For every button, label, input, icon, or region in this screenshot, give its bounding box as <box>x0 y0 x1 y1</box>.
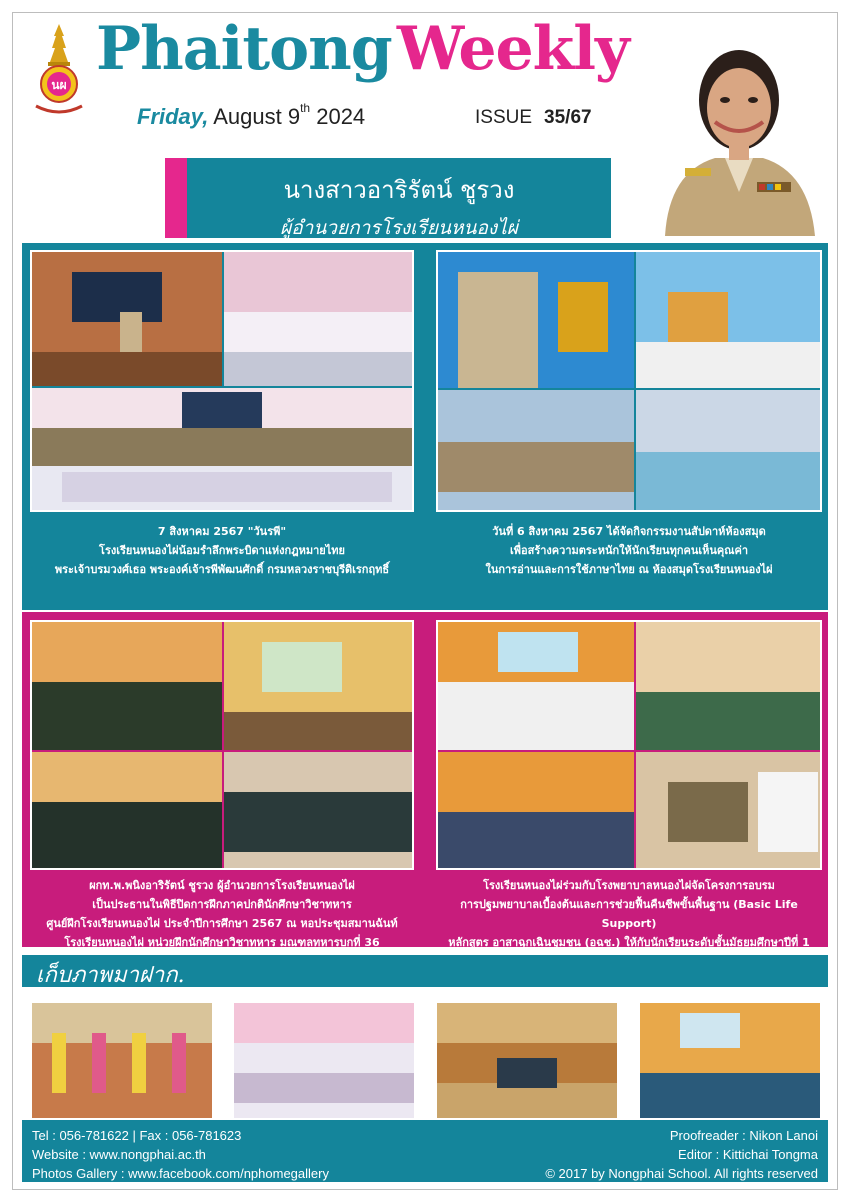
story-photo <box>30 250 414 512</box>
year: 2024 <box>316 104 366 129</box>
caption-line: เป็นประธานในพิธีปิดการฝึกภาคปกตินักศึกษาวิชาทหาร <box>92 898 352 911</box>
proofreader: Proofreader : Nikon Lanoi <box>669 1128 818 1143</box>
copyright: © 2017 by Nongphai School. All rights reserved <box>545 1166 818 1181</box>
issue-info <box>475 107 592 129</box>
school-logo <box>28 22 90 120</box>
gallery-thumbnail[interactable] <box>640 1003 820 1118</box>
caption-line: เพื่อสร้างความตระหนักให้นักเรียนทุกคนเห็นคุณค่า <box>510 544 748 557</box>
issue-number: 35/67 <box>544 107 592 128</box>
story-photo <box>436 620 822 870</box>
editor: Editor : Kittichai Tongma <box>678 1147 818 1162</box>
director-role: ผู้อำนวยการโรงเรียนหนองไผ่ <box>280 217 518 239</box>
caption-line: โรงเรียนหนองไผ่ หน่วยฝึกนักศึกษาวิชาทหาร มณฑลทหารบกที่ 36 <box>64 936 380 949</box>
caption-line: พระเจ้าบรมวงศ์เธอ พระองค์เจ้ารพีพัฒนศักดิ์ กรมหลวงราชบุรีดิเรกฤทธิ์ <box>54 563 390 576</box>
story-photo <box>436 250 822 512</box>
caption-line: ในการอ่านและการใช้ภาษาไทย ณ ห้องสมุดโรงเรียนหนองไผ่ <box>485 563 773 576</box>
story-photo <box>30 620 414 870</box>
date-text: August 9 <box>213 104 301 129</box>
caption-line: ศูนย์ฝึกโรงเรียนหนองไผ่ ประจำปีการศึกษา 2567 ณ หอประชุมสมานฉันท์ <box>46 917 398 930</box>
date-suffix: th <box>300 101 311 115</box>
issue-label: ISSUE <box>475 107 533 128</box>
photos-gallery-link[interactable]: Photos Gallery : www.facebook.com/nphomegallery <box>32 1166 329 1181</box>
publication-date <box>137 101 366 130</box>
caption-line: วันที่ 6 สิงหาคม 2567 ได้จัดกิจกรรมงานสัปดาห์ห้องสมุด <box>492 525 766 538</box>
gallery-thumbnail[interactable] <box>32 1003 212 1118</box>
caption-line: ผกท.พ.พนิงอาริรัตน์ ชูรวง ผู้อำนวยการโรงเรียนหนองไผ่ <box>89 879 355 892</box>
gallery-thumbnail[interactable] <box>437 1003 617 1118</box>
story-caption <box>30 876 414 952</box>
footer <box>22 1120 828 1182</box>
director-portrait <box>645 22 833 236</box>
caption-line: การปฐมพยาบาลเบื้องต้นและการช่วยฟื้นคืนชีพขั้นพื้นฐาน (Basic Life Support) <box>460 898 798 930</box>
gallery-thumbnail[interactable] <box>234 1003 414 1118</box>
caption-line: โรงเรียนหนองไผ่ร่วมกับโรงพยาบาลหนองไผ่จัดโครงการอบรม <box>483 879 775 892</box>
credits <box>545 1126 818 1183</box>
svg-text:นผ: นผ <box>51 78 67 92</box>
gallery-title: เก็บภาพมาฝาก. <box>36 963 185 988</box>
caption-line: โรงเรียนหนองไผ่น้อมรำลึกพระบิดาแห่งกฎหมายไทย <box>99 544 345 557</box>
director-name: นางสาวอาริรัตน์ ชูรวง <box>283 176 515 204</box>
title-accent: Weekly <box>396 14 629 84</box>
story-caption <box>30 522 414 579</box>
weekday: Friday, <box>137 104 209 129</box>
director-banner <box>165 158 611 238</box>
caption-line: หลักสูตร อาสาฉุกเฉินชุมชน (อฉช.) ให้กับนักเรียนระดับชั้นมัธยมศึกษาปีที่ 1 <box>448 936 810 949</box>
title-main: Phaitong <box>96 14 392 84</box>
contact-info <box>32 1126 329 1183</box>
website-link[interactable]: Website : www.nongphai.ac.th <box>32 1147 206 1162</box>
story-caption <box>436 522 822 579</box>
caption-line: 7 สิงหาคม 2567 "วันรพี" <box>157 525 287 538</box>
phone-fax: Tel : 056-781622 | Fax : 056-781623 <box>32 1128 242 1143</box>
newsletter-title <box>96 14 629 98</box>
gallery-header <box>22 955 828 987</box>
